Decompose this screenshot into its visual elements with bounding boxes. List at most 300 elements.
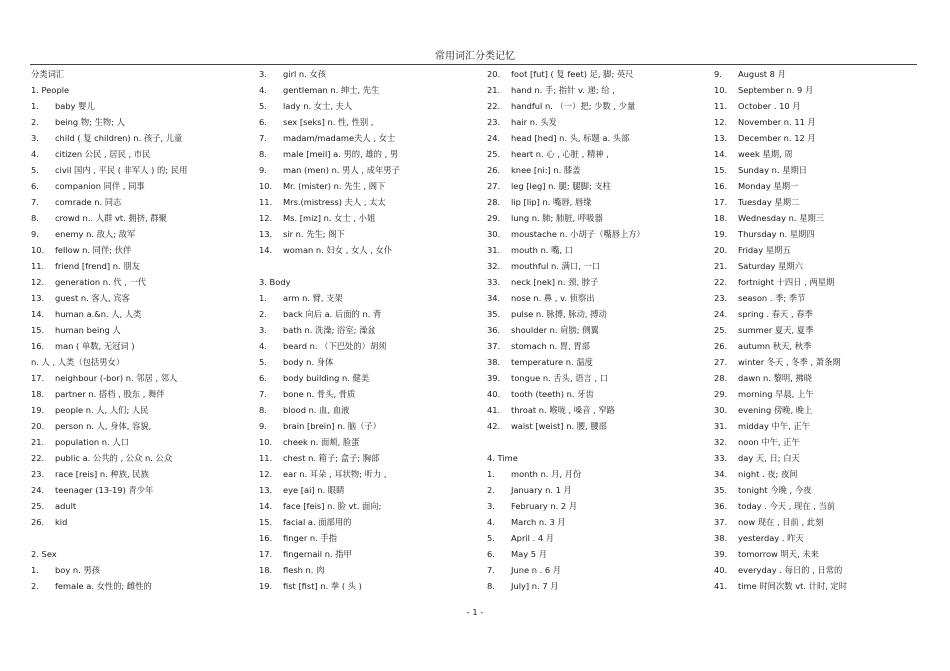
entry-number: 32. xyxy=(714,437,728,447)
vocab-line xyxy=(487,402,707,418)
entry-text: girl n. 女孩 xyxy=(283,69,327,79)
entry-number: 10. xyxy=(259,181,273,191)
entry-number: 41. xyxy=(714,581,728,591)
vocab-line xyxy=(714,114,924,130)
entry-number: 2. xyxy=(259,309,267,319)
entry-number: 35. xyxy=(714,485,728,495)
entry-number: 37. xyxy=(714,517,728,527)
vocab-line xyxy=(31,434,249,450)
vocab-line xyxy=(714,306,924,322)
entry-number: 11. xyxy=(259,197,273,207)
vocab-line xyxy=(714,418,924,434)
entry-number: 39. xyxy=(714,549,728,559)
entry-text: tongue n. 舌头, 语言 , 口 xyxy=(511,373,609,383)
vocab-line xyxy=(487,130,707,146)
entry-text: December n. 12 月 xyxy=(738,133,816,143)
entry-number: 23. xyxy=(31,469,45,479)
vocab-line xyxy=(259,306,479,322)
entry-number: 19. xyxy=(714,229,728,239)
page-title: 常用词汇分类记忆 xyxy=(435,51,515,62)
vocab-line xyxy=(487,338,707,354)
vocab-line xyxy=(31,194,249,210)
vocab-line xyxy=(259,546,479,562)
entry-text: person n. 人, 身体, 容貌, xyxy=(55,421,152,431)
entry-text: throat n. 喉咙 , 嗓音 , 窄路 xyxy=(511,405,615,415)
entry-text: 分类词汇 xyxy=(31,69,65,79)
entry-number: 30. xyxy=(714,405,728,415)
entry-text: 2. Sex xyxy=(31,549,57,559)
entry-number: 5. xyxy=(487,533,495,543)
vocab-line xyxy=(487,274,707,290)
vocab-line xyxy=(31,114,249,130)
entry-number: 8. xyxy=(31,213,39,223)
vocab-line xyxy=(31,290,249,306)
entry-number: 12. xyxy=(714,117,728,127)
vocab-line xyxy=(714,450,924,466)
vocab-line xyxy=(487,482,707,498)
vocab-line xyxy=(31,338,249,354)
entry-number: 20. xyxy=(31,421,45,431)
entry-number: 24. xyxy=(714,309,728,319)
entry-text: 3. Body xyxy=(259,277,291,287)
vocab-line xyxy=(31,370,249,386)
vocab-line xyxy=(714,354,924,370)
vocab-line xyxy=(487,146,707,162)
vocab-line xyxy=(714,98,924,114)
entry-number: 19. xyxy=(31,405,45,415)
entry-number: 29. xyxy=(487,213,501,223)
vocab-line xyxy=(487,418,707,434)
vocab-line xyxy=(31,482,249,498)
entry-number: 6. xyxy=(259,373,267,383)
entry-number: 38. xyxy=(487,357,501,367)
entry-number: 7. xyxy=(487,565,495,575)
vocab-line xyxy=(714,402,924,418)
entry-text: woman n. 妇女 , 女人 , 女仆 xyxy=(283,245,393,255)
vocab-line xyxy=(714,162,924,178)
entry-text: fingernail n. 指甲 xyxy=(283,549,352,559)
entry-number: 6. xyxy=(259,117,267,127)
vocab-column-1 xyxy=(31,66,249,596)
vocab-column-2 xyxy=(259,66,479,596)
vocab-line xyxy=(31,562,249,578)
vocab-line xyxy=(487,114,707,130)
entry-text: sir n. 先生; 阁下 xyxy=(283,229,345,239)
vocab-line xyxy=(31,402,249,418)
entry-number: 19. xyxy=(259,581,273,591)
vocab-line xyxy=(714,338,924,354)
entry-number: 12. xyxy=(259,469,273,479)
entry-text: crowd n.. 人群 vt. 拥挤, 群聚 xyxy=(55,213,167,223)
vocab-line xyxy=(487,98,707,114)
entry-number: 6. xyxy=(487,549,495,559)
vocab-line xyxy=(259,482,479,498)
entry-number: 11. xyxy=(259,453,273,463)
entry-number: 25. xyxy=(714,325,728,335)
vocab-line xyxy=(714,562,924,578)
entry-text: yesterday . 昨天 xyxy=(738,533,804,543)
vocab-line xyxy=(714,498,924,514)
entry-number: 7. xyxy=(259,133,267,143)
vocab-line xyxy=(259,498,479,514)
entry-text: neck [nek] n. 颈, 脖子 xyxy=(511,277,599,287)
entry-text: back 向后 a. 后面的 n. 背 xyxy=(283,309,382,319)
vocab-line xyxy=(487,210,707,226)
vocab-line xyxy=(259,418,479,434)
vocab-line xyxy=(714,466,924,482)
entry-text: 1. People xyxy=(31,85,70,95)
entry-text: generation n. 代 , 一代 xyxy=(55,277,147,287)
entry-number: 4. xyxy=(31,149,39,159)
entry-text: moustache n. 小胡子（嘴唇上方） xyxy=(511,229,645,239)
entry-number: 15. xyxy=(714,165,728,175)
entry-text: dawn n. 黎明, 拂晓 xyxy=(738,373,813,383)
vocab-line xyxy=(31,530,249,546)
entry-text: week 星期, 周 xyxy=(738,149,793,159)
entry-text: arm n. 臂, 支架 xyxy=(283,293,343,303)
entry-text: winter 冬天 , 冬季 , 萧条期 xyxy=(738,357,841,367)
vocab-line xyxy=(259,146,479,162)
vocab-line xyxy=(714,578,924,594)
vocab-line xyxy=(259,466,479,482)
entry-number: 16. xyxy=(714,181,728,191)
entry-number: 25. xyxy=(487,149,501,159)
entry-text: Friday 星期五 xyxy=(738,245,791,255)
entry-number: 11. xyxy=(714,101,728,111)
vocab-line xyxy=(31,178,249,194)
vocab-line xyxy=(487,178,707,194)
entry-text: n. 人 , 人类（包括男女） xyxy=(31,357,125,367)
entry-text: summer 夏天, 夏季 xyxy=(738,325,814,335)
entry-number: 3. xyxy=(259,69,267,79)
entry-number: 13. xyxy=(259,229,273,239)
entry-number: 27. xyxy=(487,181,501,191)
entry-text: stomach n. 胃, 胃部 xyxy=(511,341,590,351)
entry-text: female a. 女性的; 雌性的 xyxy=(55,581,152,591)
entry-text: being 物; 生物; 人 xyxy=(55,117,125,127)
entry-number: 26. xyxy=(31,517,45,527)
entry-text: sex [seks] n. 性, 性别 , xyxy=(283,117,374,127)
vocab-line xyxy=(487,258,707,274)
vocab-line xyxy=(487,66,707,82)
entry-text: male [meil] a. 男的, 雄的 , 男 xyxy=(283,149,399,159)
vocab-line xyxy=(31,546,249,562)
entry-number: 1. xyxy=(259,293,267,303)
entry-text: man (men) n. 男人 , 成年男子 xyxy=(283,165,400,175)
entry-text: evening 傍晚, 晚上 xyxy=(738,405,813,415)
vocab-line xyxy=(714,194,924,210)
vocab-line xyxy=(31,514,249,530)
entry-number: 40. xyxy=(487,389,501,399)
vocab-line xyxy=(714,82,924,98)
entry-text: human a.&n. 人, 人类 xyxy=(55,309,142,319)
vocab-line xyxy=(714,322,924,338)
entry-number: 12. xyxy=(259,213,273,223)
entry-number: 22. xyxy=(714,277,728,287)
entry-number: 2. xyxy=(31,581,39,591)
vocab-line xyxy=(259,82,479,98)
vocab-line xyxy=(259,98,479,114)
vocab-line xyxy=(31,306,249,322)
entry-text: mouthful n. 满口, 一口 xyxy=(511,261,601,271)
entry-number: 20. xyxy=(714,245,728,255)
entry-text: June n . 6 月 xyxy=(511,565,562,575)
vocab-line xyxy=(714,290,924,306)
vocab-line xyxy=(31,130,249,146)
vocab-line xyxy=(31,418,249,434)
vocab-line xyxy=(487,434,707,450)
entry-text: partner n. 搭档 , 股东 , 舞伴 xyxy=(55,389,165,399)
entry-number: 10. xyxy=(714,85,728,95)
entry-text: foot [fut] ( 复 feet) 足, 脚; 英尺 xyxy=(511,69,634,79)
entry-text: beard n. （下巴处的）胡须 xyxy=(283,341,387,351)
vocab-line xyxy=(487,498,707,514)
entry-text: child ( 复 children) n. 孩子, 儿童 xyxy=(55,133,183,143)
vocab-line xyxy=(259,194,479,210)
vocab-line xyxy=(259,274,479,290)
entry-text: civil 国内 , 平民 ( 非军人 ) 的; 民用 xyxy=(55,165,188,175)
vocab-line xyxy=(31,498,249,514)
vocab-line xyxy=(487,226,707,242)
entry-text: Tuesday 星期二 xyxy=(738,197,800,207)
entry-number: 15. xyxy=(259,517,273,527)
entry-number: 22. xyxy=(487,101,501,111)
entry-number: 36. xyxy=(714,501,728,511)
vocab-line xyxy=(487,82,707,98)
vocab-line xyxy=(259,578,479,594)
entry-text: time 时间次数 vt. 计时, 定时 xyxy=(738,581,848,591)
vocab-line xyxy=(487,162,707,178)
entry-text: October . 10 月 xyxy=(738,101,801,111)
vocab-line xyxy=(31,578,249,594)
entry-number: 18. xyxy=(31,389,45,399)
entry-text: fist [fist] n. 拳 ( 头 ) xyxy=(283,581,362,591)
vocab-line xyxy=(31,98,249,114)
vocab-line xyxy=(714,546,924,562)
entry-number: 7. xyxy=(31,197,39,207)
entry-number: 31. xyxy=(487,245,501,255)
entry-text: Mrs.(mistress) 夫人 , 太太 xyxy=(283,197,386,207)
vocab-line xyxy=(487,370,707,386)
entry-text: 4. Time xyxy=(487,453,518,463)
entry-number: 17. xyxy=(714,197,728,207)
vocab-line xyxy=(259,114,479,130)
entry-text: race [reis] n. 种族, 民族 xyxy=(55,469,149,479)
vocab-line xyxy=(487,306,707,322)
entry-text: body building n. 健美 xyxy=(283,373,370,383)
entry-text: April . 4 月 xyxy=(511,533,555,543)
entry-text: morning 早晨, 上午 xyxy=(738,389,814,399)
vocab-line xyxy=(487,194,707,210)
vocab-line xyxy=(31,258,249,274)
entry-number: 16. xyxy=(259,533,273,543)
vocab-line xyxy=(487,242,707,258)
entry-number: 14. xyxy=(259,501,273,511)
entry-text: fellow n. 同伴; 伙伴 xyxy=(55,245,132,255)
entry-number: 26. xyxy=(487,165,501,175)
entry-text: November n. 11 月 xyxy=(738,117,816,127)
entry-text: flesh n. 肉 xyxy=(283,565,325,575)
entry-number: 25. xyxy=(31,501,45,511)
vocab-line xyxy=(259,162,479,178)
entry-text: bone n. 骨头, 骨质 xyxy=(283,389,356,399)
entry-text: May 5 月 xyxy=(511,549,548,559)
entry-number: 15. xyxy=(31,325,45,335)
entry-text: Mr. (mister) n. 先生 , 阁下 xyxy=(283,181,386,191)
entry-text: blood n. 血, 血液 xyxy=(283,405,350,415)
entry-number: 8. xyxy=(487,581,495,591)
entry-number: 18. xyxy=(259,565,273,575)
vocab-line xyxy=(31,146,249,162)
entry-number: 1. xyxy=(31,565,39,575)
entry-text: human being 人 xyxy=(55,325,121,335)
entry-text: hair n. 头发 xyxy=(511,117,557,127)
entry-text: citizen 公民 , 居民 , 市民 xyxy=(55,149,151,159)
entry-number: 22. xyxy=(31,453,45,463)
vocab-line xyxy=(31,242,249,258)
header-rule xyxy=(30,64,917,65)
entry-number: 16. xyxy=(31,341,45,351)
entry-text: body n. 身体 xyxy=(283,357,334,367)
entry-text: autumn 秋天, 秋季 xyxy=(738,341,812,351)
entry-number: 29. xyxy=(714,389,728,399)
entry-number: 2. xyxy=(31,117,39,127)
entry-text: Wednesday n. 星期三 xyxy=(738,213,825,223)
vocab-line xyxy=(487,386,707,402)
entry-number: 6. xyxy=(31,181,39,191)
entry-number: 9. xyxy=(259,165,267,175)
entry-text: brain [brein] n. 脑（子） xyxy=(283,421,381,431)
vocab-line xyxy=(487,354,707,370)
entry-number: 35. xyxy=(487,309,501,319)
vocab-line xyxy=(487,290,707,306)
entry-text: finger n. 手指 xyxy=(283,533,338,543)
entry-number: 23. xyxy=(487,117,501,127)
vocab-line xyxy=(714,482,924,498)
vocab-line xyxy=(487,322,707,338)
entry-text: Monday 星期一 xyxy=(738,181,799,191)
vocab-line xyxy=(714,130,924,146)
vocab-line xyxy=(487,450,707,466)
vocab-line xyxy=(714,274,924,290)
vocab-line xyxy=(259,290,479,306)
vocab-line xyxy=(259,434,479,450)
page-number: - 1 - xyxy=(466,607,484,617)
entry-text: midday 中午, 正午 xyxy=(738,421,811,431)
entry-number: 21. xyxy=(714,261,728,271)
entry-text: chest n. 箱子; 盒子; 胸部 xyxy=(283,453,380,463)
entry-number: 32. xyxy=(487,261,501,271)
vocab-line xyxy=(31,226,249,242)
vocab-line xyxy=(714,242,924,258)
entry-text: July] n. 7 月 xyxy=(511,581,559,591)
entry-text: season . 季; 季节 xyxy=(738,293,806,303)
entry-text: noon 中午, 正午 xyxy=(738,437,800,447)
entry-number: 26. xyxy=(714,341,728,351)
vocab-line xyxy=(259,370,479,386)
vocab-line xyxy=(259,226,479,242)
vocab-line xyxy=(714,434,924,450)
vocab-line xyxy=(31,66,249,82)
vocab-line xyxy=(259,242,479,258)
entry-number: 10. xyxy=(259,437,273,447)
entry-text: lady n. 女士, 夫人 xyxy=(283,101,353,111)
vocab-line xyxy=(31,466,249,482)
entry-number: 9. xyxy=(31,229,39,239)
entry-number: 9. xyxy=(259,421,267,431)
vocab-line xyxy=(31,274,249,290)
entry-text: waist [weist] n. 腰, 腰部 xyxy=(511,421,607,431)
entry-number: 34. xyxy=(714,469,728,479)
entry-text: public a. 公共的 , 公众 n. 公众 xyxy=(55,453,173,463)
entry-number: 5. xyxy=(31,165,39,175)
entry-text: everyday . 每日的 , 日常的 xyxy=(738,565,843,575)
vocab-line xyxy=(714,226,924,242)
entry-number: 27. xyxy=(714,357,728,367)
entry-text: nose n. 鼻 , v. 侦察出 xyxy=(511,293,595,303)
vocab-line xyxy=(259,354,479,370)
entry-text: shoulder n. 肩膀; 侧翼 xyxy=(511,325,599,335)
entry-number: 3. xyxy=(259,325,267,335)
entry-number: 14. xyxy=(31,309,45,319)
vocab-line xyxy=(31,354,249,370)
entry-text: bath n. 洗澡; 浴室; 澡盆 xyxy=(283,325,376,335)
vocab-line xyxy=(714,210,924,226)
vocab-line xyxy=(31,450,249,466)
entry-text: knee [ni:] n. 膝盖 xyxy=(511,165,581,175)
vocab-line xyxy=(714,530,924,546)
entry-text: tomorrow 明天, 未来 xyxy=(738,549,819,559)
entry-number: 21. xyxy=(31,437,45,447)
entry-text: enemy n. 敌人; 敌军 xyxy=(55,229,136,239)
entry-text: people n. 人, 人们; 人民 xyxy=(55,405,149,415)
entry-number: 24. xyxy=(31,485,45,495)
vocab-line xyxy=(714,66,924,82)
entry-text: head [hed] n. 头, 标题 a. 头部 xyxy=(511,133,630,143)
vocab-line xyxy=(714,370,924,386)
entry-number: 8. xyxy=(259,149,267,159)
entry-text: eye [ai] n. 眼睛 xyxy=(283,485,345,495)
entry-text: Thursday n. 星期四 xyxy=(738,229,815,239)
vocab-column-4 xyxy=(714,66,924,596)
entry-number: 17. xyxy=(31,373,45,383)
vocab-line xyxy=(259,530,479,546)
entry-number: 4. xyxy=(259,85,267,95)
entry-text: teenager (13-19) 青少年 xyxy=(55,485,154,495)
entry-text: mouth n. 嘴, 口 xyxy=(511,245,573,255)
entry-text: month n. 月, 月份 xyxy=(511,469,582,479)
entry-number: 38. xyxy=(714,533,728,543)
entry-text: companion 同伴 , 同事 xyxy=(55,181,145,191)
entry-text: pulse n. 脉搏, 脉动, 搏动 xyxy=(511,309,607,319)
entry-number: 3. xyxy=(31,133,39,143)
entry-number: 4. xyxy=(487,517,495,527)
vocab-line xyxy=(259,258,479,274)
entry-number: 37. xyxy=(487,341,501,351)
vocab-line xyxy=(487,530,707,546)
vocab-line xyxy=(714,514,924,530)
entry-text: temperature n. 温度 xyxy=(511,357,593,367)
entry-text: comrade n. 同志 xyxy=(55,197,122,207)
entry-number: 24. xyxy=(487,133,501,143)
entry-number: 13. xyxy=(714,133,728,143)
entry-text: kid xyxy=(55,517,68,527)
entry-number: 9. xyxy=(714,69,722,79)
entry-text: guest n. 客人, 宾客 xyxy=(55,293,130,303)
entry-text: leg [leg] n. 腿; 腿脚; 支柱 xyxy=(511,181,611,191)
entry-number: 5. xyxy=(259,101,267,111)
vocab-line xyxy=(31,386,249,402)
